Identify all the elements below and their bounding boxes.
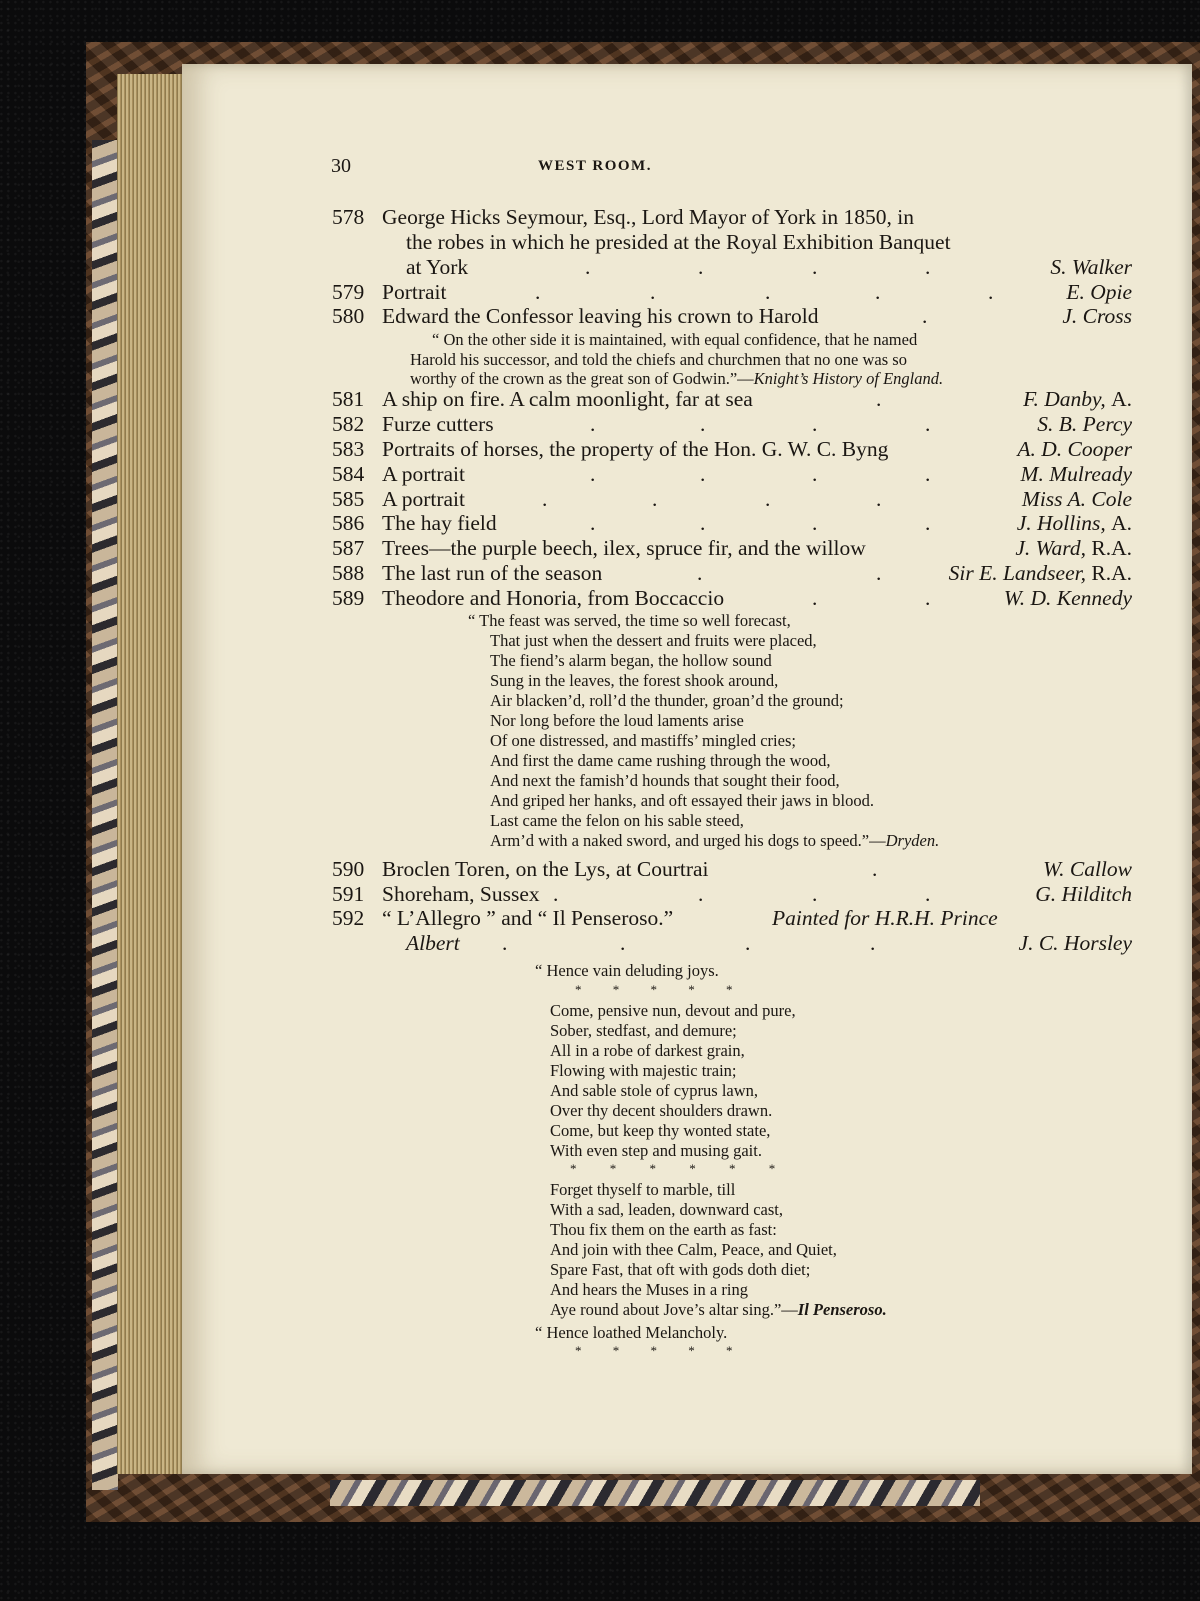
artist: Miss A. Cole bbox=[1021, 487, 1132, 511]
leader-dots: . bbox=[812, 882, 818, 906]
poem-line: All in a robe of darkest grain, bbox=[550, 1041, 745, 1060]
leader-dots: . bbox=[745, 931, 751, 955]
leader-dots: . bbox=[812, 511, 818, 535]
page-number: 30 bbox=[331, 155, 351, 177]
marbled-endpaper bbox=[92, 140, 118, 1490]
artist: M. Mulready bbox=[1020, 462, 1132, 486]
leader-dots: . bbox=[875, 280, 881, 304]
artist: W. Callow bbox=[1043, 857, 1132, 881]
leader-dots: . bbox=[812, 462, 818, 486]
entry-title: Theodore and Honoria, from Boccaccio bbox=[382, 586, 725, 610]
poem-line bbox=[550, 1300, 887, 1320]
leader-dots: . bbox=[535, 280, 541, 304]
poem-line: Flowing with majestic train; bbox=[550, 1061, 737, 1080]
poem-line: And sable stole of cyprus lawn, bbox=[550, 1081, 759, 1100]
entry-title-cont: the robes in which he presided at the Royal Exhibition Banquet bbox=[406, 230, 951, 254]
artist: S. B. Percy bbox=[1037, 412, 1132, 436]
poem-line: “ Hence vain deluding joys. bbox=[535, 961, 719, 980]
leader-dots: . bbox=[872, 857, 878, 881]
leader-dots: . bbox=[700, 412, 706, 436]
entry-title: Edward the Confessor leaving his crown to Harold bbox=[382, 304, 819, 328]
entry-title: A portrait bbox=[382, 462, 465, 486]
leader-dots: . bbox=[697, 561, 703, 585]
poem-line: Last came the felon on his sable steed, bbox=[490, 811, 744, 830]
poem-line: With even step and musing gait. bbox=[550, 1141, 762, 1160]
leader-dots: . bbox=[988, 280, 994, 304]
poem-citation: Dryden. bbox=[885, 831, 940, 850]
quotation-citation: Knight’s History of England. bbox=[753, 369, 944, 388]
poem-line: “ Hence loathed Melancholy. bbox=[535, 1323, 728, 1342]
poem-line: And first the dame came rushing through the wood, bbox=[490, 751, 831, 770]
poem-line: “ The feast was served, the time so well forecast, bbox=[468, 611, 791, 630]
running-header-text: WEST ROOM. bbox=[538, 158, 652, 174]
entry-number: 586 bbox=[332, 511, 365, 535]
artist bbox=[872, 561, 1132, 585]
quotation-text: worthy of the crown as the great son of Godwin.”— bbox=[410, 369, 754, 388]
leader-dots: . bbox=[925, 586, 931, 610]
entry-note-cont: Albert bbox=[406, 931, 460, 955]
poem-text: Aye round about Jove’s altar sing.”— bbox=[550, 1300, 798, 1319]
asterism: * * * * * bbox=[575, 982, 733, 997]
quotation-line: Harold his successor, and told the chiefs and churchmen that no one was so bbox=[410, 350, 907, 369]
poem-line: Nor long before the loud laments arise bbox=[490, 711, 744, 730]
entry-number: 590 bbox=[332, 857, 365, 881]
artist-suffix: A. bbox=[1111, 511, 1132, 535]
leader-dots: . bbox=[925, 511, 931, 535]
artist bbox=[872, 387, 1132, 411]
leader-dots: . bbox=[876, 561, 882, 585]
poem-line: Come, pensive nun, devout and pure, bbox=[550, 1001, 796, 1020]
poem-line: Thou fix them on the earth as fast: bbox=[550, 1220, 777, 1239]
leader-dots: . bbox=[650, 280, 656, 304]
leader-dots: . bbox=[925, 462, 931, 486]
entry-number: 580 bbox=[332, 304, 365, 328]
poem-line: Over thy decent shoulders drawn. bbox=[550, 1101, 773, 1120]
poem-line: And griped her hanks, and oft essayed their jaws in blood. bbox=[490, 791, 874, 810]
poem-citation: Il Penseroso. bbox=[797, 1300, 887, 1319]
leader-dots: . bbox=[812, 586, 818, 610]
asterism: * * * * * * bbox=[570, 1161, 776, 1176]
leader-dots: . bbox=[812, 255, 818, 279]
artist-suffix: R.A. bbox=[1091, 536, 1132, 560]
poem-line: Spare Fast, that oft with gods doth diet; bbox=[550, 1260, 811, 1279]
poem-line: Of one distressed, and mastiffs’ mingled cries; bbox=[490, 731, 796, 750]
entry-title: Furze cutters bbox=[382, 412, 494, 436]
artist: S. Walker bbox=[1050, 255, 1132, 279]
poem-line: That just when the dessert and fruits were placed, bbox=[490, 631, 817, 650]
entry-title-cont: at York bbox=[406, 255, 469, 279]
leader-dots: . bbox=[765, 487, 771, 511]
entry-number: 587 bbox=[332, 536, 365, 560]
artist-suffix: A. bbox=[1111, 387, 1132, 411]
poem-line bbox=[490, 831, 939, 851]
quotation-line: “ On the other side it is maintained, with equal confidence, that he named bbox=[432, 330, 918, 349]
leader-dots: . bbox=[876, 387, 882, 411]
leader-dots: . bbox=[925, 255, 931, 279]
entry-number: 579 bbox=[332, 280, 365, 304]
poem-line: Air blacken’d, roll’d the thunder, groan’d the ground; bbox=[490, 691, 844, 710]
entry-title: The last run of the season bbox=[382, 561, 603, 585]
leader-dots: . bbox=[585, 255, 591, 279]
running-header bbox=[0, 158, 1200, 175]
artist: W. D. Kennedy bbox=[1003, 586, 1132, 610]
artist: G. Hilditch bbox=[1035, 882, 1132, 906]
artist: J. Cross bbox=[1062, 304, 1132, 328]
poem-line: And next the famish’d hounds that sought their food, bbox=[490, 771, 840, 790]
leader-dots: . bbox=[876, 487, 882, 511]
entry-title: Portrait bbox=[382, 280, 447, 304]
artist bbox=[972, 536, 1132, 560]
quotation-line bbox=[410, 369, 943, 389]
leader-dots: . bbox=[870, 931, 876, 955]
asterism: * * * * * bbox=[575, 1343, 733, 1358]
leader-dots: . bbox=[925, 412, 931, 436]
leader-dots: . bbox=[553, 882, 559, 906]
poem-line: With a sad, leaden, downward cast, bbox=[550, 1200, 784, 1219]
poem-line: Forget thyself to marble, till bbox=[550, 1180, 736, 1199]
entry-number: 583 bbox=[332, 437, 365, 461]
entry-number: 584 bbox=[332, 462, 365, 486]
entry-number: 589 bbox=[332, 586, 365, 610]
artist: E. Opie bbox=[1066, 280, 1132, 304]
poem-line: Come, but keep thy wonted state, bbox=[550, 1121, 771, 1140]
entry-title: A portrait bbox=[382, 487, 465, 511]
entry-title: Portraits of horses, the property of the Hon. G. W. C. Byng bbox=[382, 437, 889, 461]
leader-dots: . bbox=[698, 255, 704, 279]
poem-line: And join with thee Calm, Peace, and Quiet, bbox=[550, 1240, 837, 1259]
leader-dots: . bbox=[700, 511, 706, 535]
leader-dots: . bbox=[922, 304, 928, 328]
poem-line: Sung in the leaves, the forest shook around, bbox=[490, 671, 779, 690]
entry-number: 591 bbox=[332, 882, 365, 906]
artist: A. D. Cooper bbox=[1017, 437, 1132, 461]
leader-dots: . bbox=[925, 882, 931, 906]
entry-note: Painted for H.R.H. Prince bbox=[772, 906, 998, 930]
entry-number: 581 bbox=[332, 387, 365, 411]
leader-dots: . bbox=[590, 511, 596, 535]
artist-name: J. Hollins, bbox=[1016, 511, 1106, 535]
entry-title: George Hicks Seymour, Esq., Lord Mayor of York in 1850, in bbox=[382, 205, 915, 229]
entry-title: “ L’Allegro ” and “ Il Penseroso.” bbox=[382, 906, 674, 930]
entry-number: 588 bbox=[332, 561, 365, 585]
poem-text: Arm’d with a naked sword, and urged his dogs to speed.”— bbox=[490, 831, 886, 850]
artist-name: J. Ward, bbox=[1015, 536, 1086, 560]
leader-dots: . bbox=[812, 412, 818, 436]
poem-line: The fiend’s alarm began, the hollow sound bbox=[490, 651, 772, 670]
leader-dots: . bbox=[765, 280, 771, 304]
leader-dots: . bbox=[620, 931, 626, 955]
page-edges bbox=[117, 74, 187, 1474]
entry-title: Broclen Toren, on the Lys, at Courtrai bbox=[382, 857, 709, 881]
artist-suffix: R.A. bbox=[1091, 561, 1132, 585]
entry-number: 582 bbox=[332, 412, 365, 436]
entry-number: 592 bbox=[332, 906, 365, 930]
poem-line: Sober, stedfast, and demure; bbox=[550, 1021, 737, 1040]
entry-number: 585 bbox=[332, 487, 365, 511]
artist-name: F. Danby, bbox=[1023, 387, 1106, 411]
leader-dots: . bbox=[590, 412, 596, 436]
entry-title: Shoreham, Sussex bbox=[382, 882, 540, 906]
leader-dots: . bbox=[698, 882, 704, 906]
artist: J. C. Horsley bbox=[1018, 931, 1132, 955]
marbled-edge-bottom bbox=[330, 1480, 980, 1506]
leader-dots: . bbox=[542, 487, 548, 511]
leader-dots: . bbox=[700, 462, 706, 486]
artist bbox=[872, 511, 1132, 535]
entry-title: A ship on fire. A calm moonlight, far at sea bbox=[382, 387, 753, 411]
leader-dots: . bbox=[502, 931, 508, 955]
entry-title: Trees—the purple beech, ilex, spruce fir, and the willow bbox=[382, 536, 866, 560]
poem-line: And hears the Muses in a ring bbox=[550, 1280, 748, 1299]
artist-name: Sir E. Landseer, bbox=[948, 561, 1086, 585]
leader-dots: . bbox=[652, 487, 658, 511]
entry-title: The hay field bbox=[382, 511, 497, 535]
leader-dots: . bbox=[590, 462, 596, 486]
entry-number: 578 bbox=[332, 205, 365, 229]
